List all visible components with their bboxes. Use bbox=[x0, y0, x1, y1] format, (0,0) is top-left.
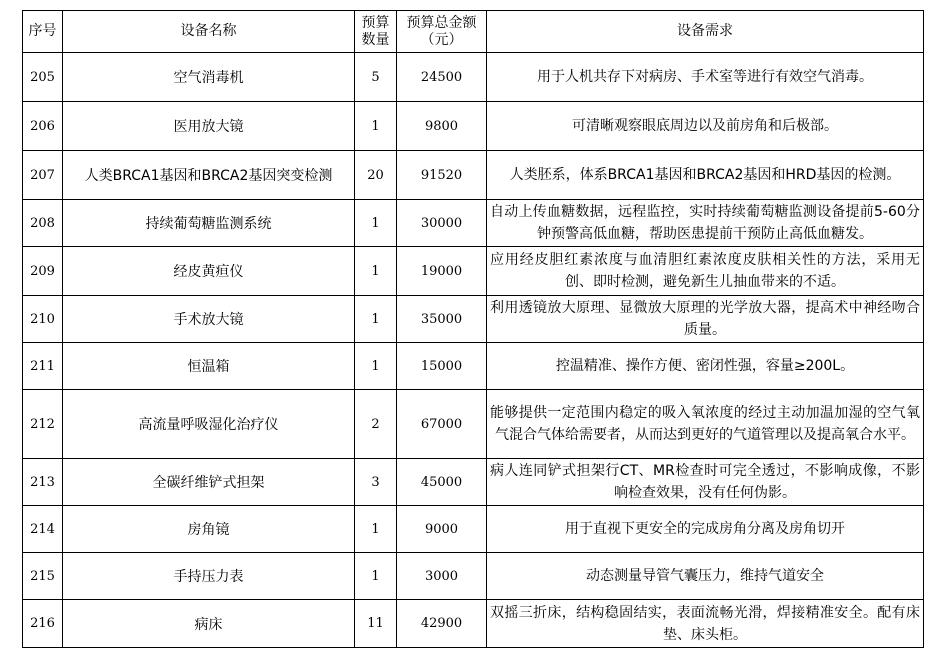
row-requirement: 用于直视下更安全的完成房角分离及房角切开 bbox=[487, 506, 924, 553]
table-row bbox=[23, 53, 924, 102]
row-name: 手持压力表 bbox=[63, 553, 355, 600]
row-name: 手术放大镜 bbox=[63, 296, 355, 343]
header-requirement: 设备需求 bbox=[487, 11, 924, 53]
row-amount: 24500 bbox=[397, 53, 487, 102]
table-row bbox=[23, 553, 924, 600]
row-qty: 3 bbox=[355, 459, 397, 506]
row-name: 高流量呼吸湿化治疗仪 bbox=[63, 390, 355, 459]
row-requirement: 控温精准、操作方便、密闭性强，容量≥200L。 bbox=[487, 343, 924, 390]
row-index: 216 bbox=[23, 600, 63, 648]
table-row bbox=[23, 390, 924, 459]
row-amount: 3000 bbox=[397, 553, 487, 600]
table-row bbox=[23, 151, 924, 200]
row-qty: 1 bbox=[355, 553, 397, 600]
row-requirement: 利用透镜放大原理、显微放大原理的光学放大器，提高术中神经吻合质量。 bbox=[487, 296, 924, 343]
row-qty: 1 bbox=[355, 506, 397, 553]
header-amount-line1: 预算总金额 bbox=[406, 14, 477, 31]
header-name: 设备名称 bbox=[63, 11, 355, 53]
row-amount: 35000 bbox=[397, 296, 487, 343]
row-name: 全碳纤维铲式担架 bbox=[63, 459, 355, 506]
table-row bbox=[23, 102, 924, 151]
row-amount: 9000 bbox=[397, 506, 487, 553]
row-index: 215 bbox=[23, 553, 63, 600]
row-requirement: 病人连同铲式担架行CT、MR检查时可完全透过，不影响成像，不影响检查效果，没有任何伪影。 bbox=[487, 459, 924, 506]
table-row bbox=[23, 343, 924, 390]
row-requirement: 动态测量导管气囊压力，维持气道安全 bbox=[487, 553, 924, 600]
table-row bbox=[23, 506, 924, 553]
equipment-budget-table bbox=[22, 10, 924, 648]
row-index: 210 bbox=[23, 296, 63, 343]
row-index: 211 bbox=[23, 343, 63, 390]
table-row bbox=[23, 459, 924, 506]
row-requirement: 双摇三折床，结构稳固结实，表面流畅光滑，焊接精准安全。配有床垫、床头柜。 bbox=[487, 600, 924, 648]
table-row bbox=[23, 200, 924, 247]
header-index: 序号 bbox=[23, 11, 63, 53]
row-qty: 1 bbox=[355, 343, 397, 390]
header-amount bbox=[397, 11, 487, 53]
header-qty-line1: 预算 bbox=[361, 14, 390, 31]
row-amount: 30000 bbox=[397, 200, 487, 247]
row-amount: 91520 bbox=[397, 151, 487, 200]
row-amount: 67000 bbox=[397, 390, 487, 459]
row-name: 空气消毒机 bbox=[63, 53, 355, 102]
table-row bbox=[23, 600, 924, 648]
row-index: 208 bbox=[23, 200, 63, 247]
row-amount: 9800 bbox=[397, 102, 487, 151]
row-qty: 1 bbox=[355, 102, 397, 151]
row-qty: 1 bbox=[355, 247, 397, 296]
row-amount: 15000 bbox=[397, 343, 487, 390]
row-index: 213 bbox=[23, 459, 63, 506]
row-qty: 11 bbox=[355, 600, 397, 648]
row-index: 205 bbox=[23, 53, 63, 102]
header-qty bbox=[355, 11, 397, 53]
row-index: 206 bbox=[23, 102, 63, 151]
row-index: 209 bbox=[23, 247, 63, 296]
row-requirement: 自动上传血糖数据，远程监控，实时持续葡萄糖监测设备提前5-60分钟预警高低血糖，帮助医患提前干预防止高低血糖发。 bbox=[487, 200, 924, 247]
row-name: 病床 bbox=[63, 600, 355, 648]
row-amount: 45000 bbox=[397, 459, 487, 506]
row-name: 持续葡萄糖监测系统 bbox=[63, 200, 355, 247]
row-requirement: 人类胚系，体系BRCA1基因和BRCA2基因和HRD基因的检测。 bbox=[487, 151, 924, 200]
row-name: 医用放大镜 bbox=[63, 102, 355, 151]
row-index: 207 bbox=[23, 151, 63, 200]
row-amount: 19000 bbox=[397, 247, 487, 296]
header-amount-line2: （元） bbox=[420, 31, 463, 48]
row-qty: 1 bbox=[355, 200, 397, 247]
row-qty: 5 bbox=[355, 53, 397, 102]
row-name: 恒温箱 bbox=[63, 343, 355, 390]
row-qty: 20 bbox=[355, 151, 397, 200]
row-name: 人类BRCA1基因和BRCA2基因突变检测 bbox=[63, 151, 355, 200]
row-index: 214 bbox=[23, 506, 63, 553]
table-row bbox=[23, 296, 924, 343]
table-header-row bbox=[23, 11, 924, 53]
row-requirement: 用于人机共存下对病房、手术室等进行有效空气消毒。 bbox=[487, 53, 924, 102]
row-requirement: 应用经皮胆红素浓度与血清胆红素浓度皮肤相关性的方法，采用无创、即时检测，避免新生儿抽血带来的不适。 bbox=[487, 247, 924, 296]
row-amount: 42900 bbox=[397, 600, 487, 648]
row-qty: 1 bbox=[355, 296, 397, 343]
header-qty-line2: 数量 bbox=[361, 31, 390, 48]
row-requirement: 能够提供一定范围内稳定的吸入氧浓度的经过主动加温加湿的空气氧气混合气体给需要者，从而达到更好的气道管理以及提高氧合水平。 bbox=[487, 390, 924, 459]
table-row bbox=[23, 247, 924, 296]
row-index: 212 bbox=[23, 390, 63, 459]
row-name: 房角镜 bbox=[63, 506, 355, 553]
row-name: 经皮黄疸仪 bbox=[63, 247, 355, 296]
row-qty: 2 bbox=[355, 390, 397, 459]
row-requirement: 可清晰观察眼底周边以及前房角和后极部。 bbox=[487, 102, 924, 151]
